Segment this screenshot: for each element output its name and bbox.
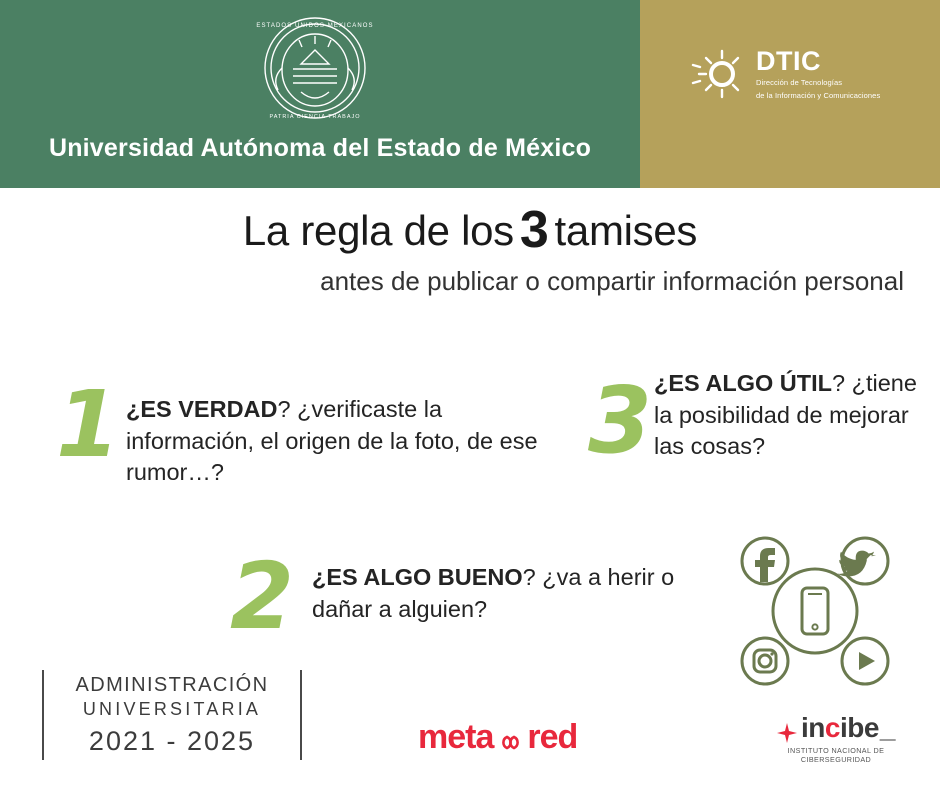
metared-part2: red (527, 718, 578, 756)
title-number: 3 (519, 201, 549, 259)
administration-block (42, 660, 302, 770)
incibe-subtitle: INSTITUTO NACIONAL DE CIBERSEGURIDAD (787, 746, 885, 764)
header-left-green-panel (0, 0, 640, 188)
admin-line-2: UNIVERSITARIA (82, 698, 262, 719)
dtic-sun-icon (688, 45, 746, 103)
page-title (0, 200, 940, 260)
spark-icon (777, 718, 797, 738)
dtic-acronym: DTIC (756, 46, 821, 77)
admin-divider-left (42, 670, 44, 760)
sieve-item-2 (230, 543, 700, 650)
dtic-subtitle-line2: de la Información y Comunicaciones (756, 90, 881, 100)
title-lead: La regla de los (242, 207, 514, 254)
sieve-item-3-number: 3 (588, 367, 653, 474)
chain-link-icon (495, 725, 525, 751)
metared-part1: meta (418, 718, 494, 756)
sieve-item-2-text (312, 562, 700, 625)
dtic-logo (688, 45, 880, 103)
facebook-icon (755, 548, 775, 582)
header-right-gold-panel (640, 0, 940, 188)
youtube-icon (859, 652, 875, 670)
metared-logo (418, 718, 577, 757)
svg-text:PATRIA CIENCIA TRABAJO: PATRIA CIENCIA TRABAJO (269, 114, 361, 120)
sieve-item-3 (588, 360, 928, 474)
dtic-subtitle-line1: Dirección de Tecnologías (756, 78, 843, 88)
incibe-logo (752, 712, 920, 764)
sieve-item-3-bold: ¿ES ALGO ÚTIL (654, 370, 832, 396)
sieve-item-2-number: 2 (230, 543, 295, 650)
incibe-underscore: _ (879, 712, 895, 743)
sieve-item-2-bold: ¿ES ALGO BUENO (312, 564, 523, 590)
twitter-icon (837, 551, 876, 577)
title-block (0, 200, 940, 297)
svg-text:ESTADOS UNIDOS MEXICANOS: ESTADOS UNIDOS MEXICANOS (256, 23, 374, 29)
sieve-item-1-bold: ¿ES VERDAD (126, 396, 278, 422)
sieve-item-1-text (126, 394, 556, 489)
admin-line-1: ADMINISTRACIÓN (75, 673, 269, 696)
title-trail: tamises (554, 207, 698, 254)
sieve-item-1-number: 1 (56, 371, 121, 478)
instagram-icon (754, 650, 776, 672)
sieve-item-2-rest: ? ¿va a herir o dañar a alguien? (312, 564, 675, 622)
admin-line-3: 2021 - 2025 (88, 725, 256, 756)
page-subtitle: antes de publicar o compartir información personal (320, 266, 904, 296)
sieve-item-3-text (654, 368, 928, 463)
admin-divider-right (300, 670, 302, 760)
uaem-shield-icon (255, 14, 375, 126)
page-header (0, 0, 940, 188)
sieve-item-3-rest: ? ¿tiene la posibilidad de mejorar las cosas? (654, 370, 917, 460)
social-cluster-graphic (726, 522, 904, 700)
sieve-item-1 (56, 371, 556, 489)
incibe-name-c: c (824, 712, 840, 743)
sieve-item-1-rest: ? ¿verificaste la información, el origen de la foto, de ese rumor…? (126, 396, 538, 486)
institution-title: Universidad Autónoma del Estado de México (48, 134, 592, 162)
incibe-name-ibe: ibe (839, 712, 879, 743)
incibe-name-in: in (800, 712, 825, 743)
